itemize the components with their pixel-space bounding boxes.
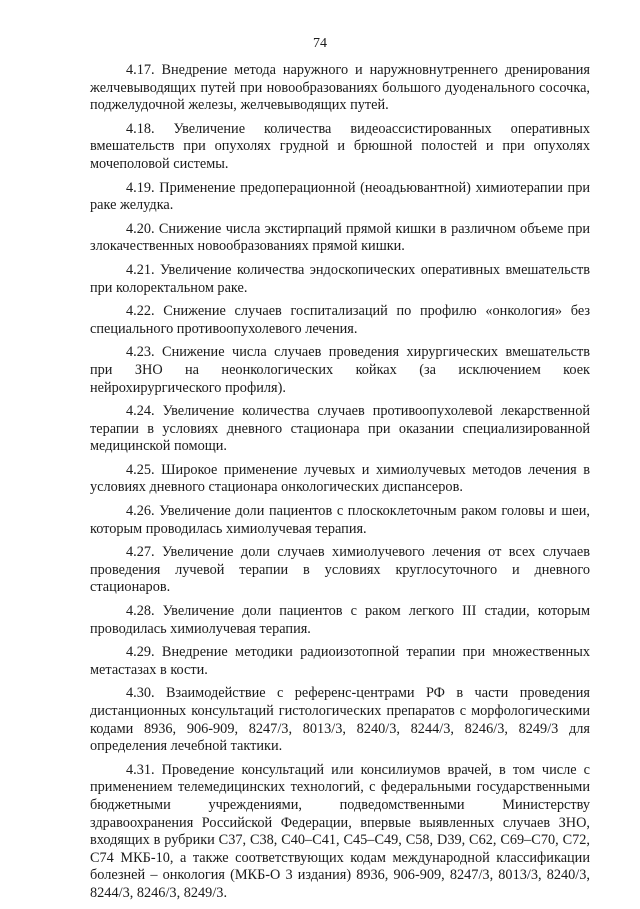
list-item: 4.17. Внедрение метода наружного и наружновнутреннего дренирования желчевыводящих путей при новообразованиях большого дуоденального сосочка, поджелудочной железы, желчевыводящих путей.: [90, 62, 590, 114]
list-item: 4.22. Снижение случаев госпитализаций по профилю «онкология» без специального противоопухолевого лечения.: [90, 303, 590, 337]
list-item: 4.28. Увеличение доли пациентов с раком легкого III стадии, которым проводилась химиолучевая терапия.: [90, 603, 590, 637]
list-item: 4.19. Применение предоперационной (неоадьювантной) химиотерапии при раке желудка.: [90, 179, 590, 214]
document-body: [90, 62, 590, 909]
list-item: 4.18. Увеличение количества видеоассистированных оперативных вмешательств при опухолях грудной и брюшной полостей и при опухолях мочеполовой системы.: [90, 120, 590, 172]
list-item: 4.29. Внедрение методики радиоизотопной терапии при множественных метастазах в кости.: [90, 644, 590, 678]
list-item: 4.26. Увеличение доли пациентов с плоскоклеточным раком головы и шеи, которым проводилась химиолучевая терапия.: [90, 503, 590, 537]
list-item: 4.24. Увеличение количества случаев противоопухолевой лекарственной терапии в условиях дневного стационара при оказании специализированной медицинской помощи.: [90, 403, 590, 455]
list-item: 4.25. Широкое применение лучевых и химиолучевых методов лечения в условиях дневного стационара онкологических диспансеров.: [90, 461, 590, 496]
list-item: 4.30. Взаимодействие с референс-центрами РФ в части проведения дистанционных консультаций гистологических препаратов с морфологическими кодами 8936, 906-909, 8247/3, 8013/3, 8240/3, 8244/3, 8246/3, 8249/3 для определения лечебной тактики.: [90, 685, 590, 755]
list-item: 4.27. Увеличение доли случаев химиолучевого лечения от всех случаев проведения лучевой терапии в условиях круглосуточного и дневного стационаров.: [90, 544, 590, 596]
list-item: 4.31. Проведение консультаций или консилиумов врачей, в том числе с применением телемедицинских технологий, с федеральными государственными бюджетными учреждениями, подведомственными Министерству здравоохранения Российской Федерации, впервые выявленных случаев ЗНО, входящих в рубрики С37, С38, С40–С41, С45–С49, С58, D39, С62, С69–С70, С72, С74 МКБ-10, а также соответствующих кодам международной классификации болезней – онкология (МКБ-О 3 издания) 8936, 906-909, 8247/3, 8013/3, 8240/3, 8244/3, 8246/3, 8249/3.: [90, 761, 590, 901]
list-item: 4.20. Снижение числа экстирпаций прямой кишки в различном объеме при злокачественных новообразованиях прямой кишки.: [90, 220, 590, 255]
list-item: 4.23. Снижение числа случаев проведения хирургических вмешательств при ЗНО на неонкологических койках (за исключением коек нейрохирургического профиля).: [90, 344, 590, 396]
list-item: 4.21. Увеличение количества эндоскопических оперативных вмешательств при колоректальном раке.: [90, 261, 590, 296]
page-number: 74: [313, 36, 327, 51]
